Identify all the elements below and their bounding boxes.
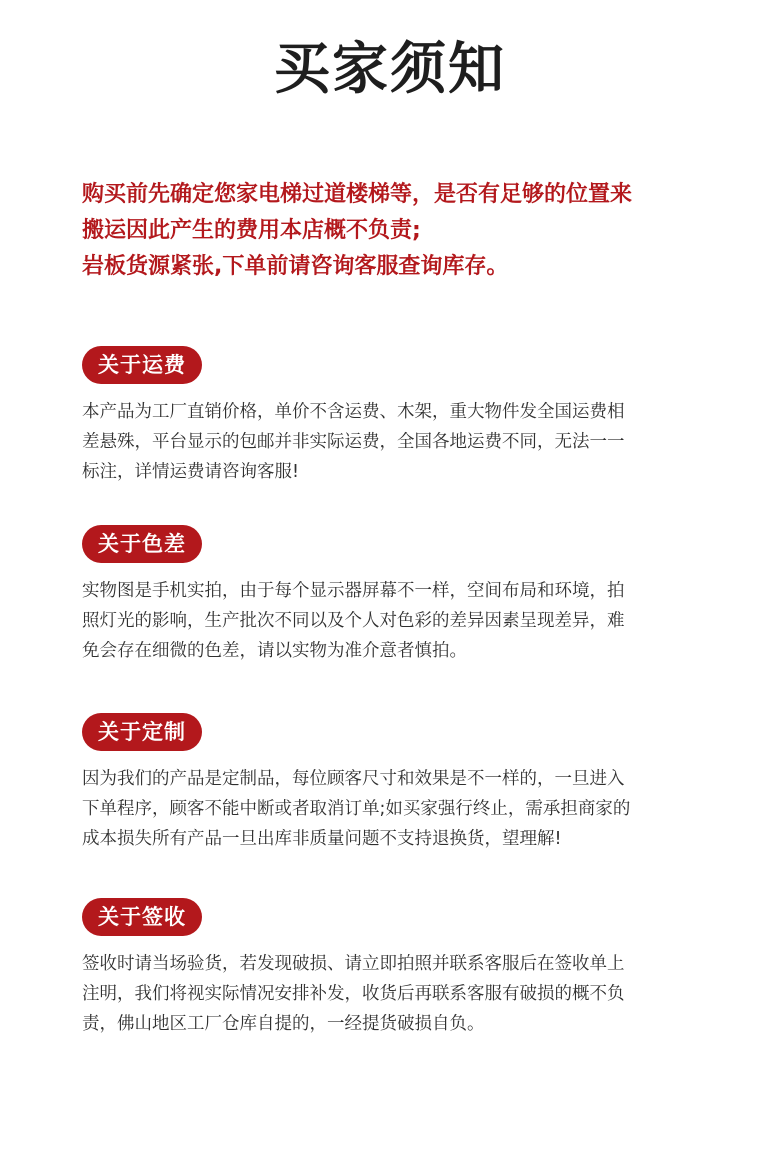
body-line: 注明，我们将视实际情况安排补发，收货后再联系客服有破损的概不负	[82, 984, 625, 1004]
body-line: 照灯光的影响，生产批次不同以及个人对色彩的差异因素呈现差异，难	[82, 611, 625, 631]
section-body	[82, 764, 732, 854]
section-body	[82, 576, 732, 666]
section-shipping	[82, 346, 732, 487]
body-line: 实物图是手机实拍，由于每个显示器屏幕不一样，空间布局和环境，拍	[82, 581, 625, 601]
body-line: 因为我们的产品是定制品，每位顾客尺寸和效果是不一样的，一旦进入	[82, 769, 625, 789]
purchase-notice	[82, 177, 732, 285]
body-line: 本产品为工厂直销价格，单价不含运费、木架，重大物件发全国运费相	[82, 402, 625, 422]
body-line: 责，佛山地区工厂仓库自提的，一经提货破损自负。	[82, 1014, 485, 1034]
body-line: 签收时请当场验货，若发现破损、请立即拍照并联系客服后在签收单上	[82, 954, 625, 974]
notice-line: 购买前先确定您家电梯过道楼梯等，是否有足够的位置来	[82, 182, 633, 207]
section-body	[82, 949, 732, 1039]
notice-line: 搬运因此产生的费用本店概不负责;	[82, 218, 421, 243]
section-heading-badge: 关于定制	[82, 713, 202, 751]
section-customization	[82, 713, 732, 854]
section-receipt	[82, 898, 732, 1039]
section-heading-badge: 关于签收	[82, 898, 202, 936]
section-heading-badge: 关于色差	[82, 525, 202, 563]
section-color-difference	[82, 525, 732, 666]
notice-line: 岩板货源紧张,下单前请咨询客服查询库存。	[82, 254, 509, 279]
body-line: 标注，详情运费请咨询客服!	[82, 462, 300, 482]
body-line: 免会存在细微的色差，请以实物为准介意者慎拍。	[82, 641, 467, 661]
body-line: 差悬殊，平台显示的包邮并非实际运费，全国各地运费不同，无法一一	[82, 432, 625, 452]
body-line: 成本损失所有产品一旦出库非质量问题不支持退换货，望理解!	[82, 829, 562, 849]
page-title: 买家须知	[274, 36, 506, 102]
body-line: 下单程序，顾客不能中断或者取消订单;如买家强行终止，需承担商家的	[82, 799, 631, 819]
section-heading-badge: 关于运费	[82, 346, 202, 384]
section-body	[82, 397, 732, 487]
